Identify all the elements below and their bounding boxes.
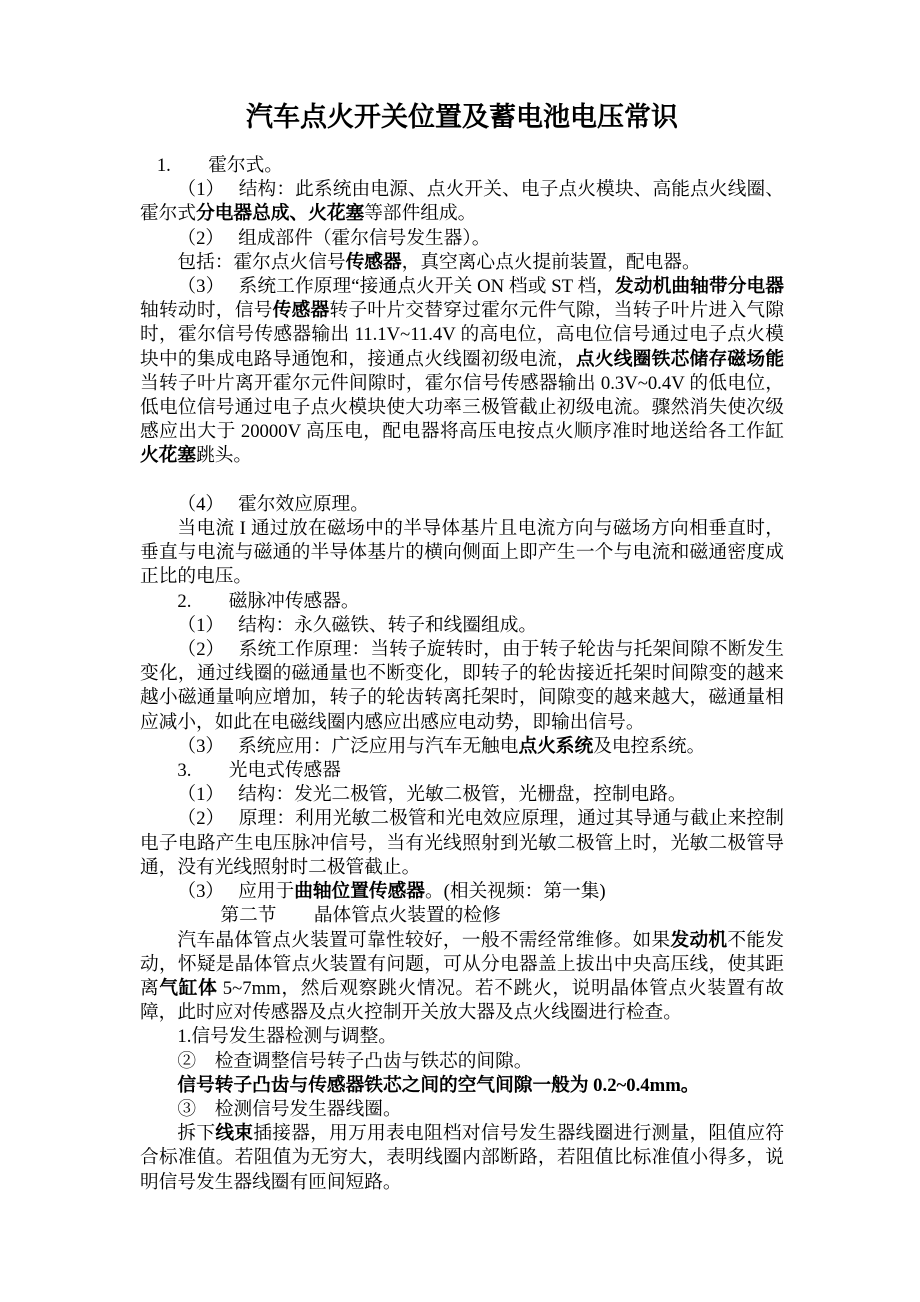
text-run: 及电控系统。 <box>593 735 706 757</box>
text-run: 传感器 <box>272 300 330 322</box>
text-run: （1） 结构：发光二极管，光敏二极管，光栅盘，控制电路。 <box>177 784 687 806</box>
text-run: 包括：霍尔点火信号 <box>177 251 346 273</box>
paragraph <box>140 251 784 275</box>
text-run: 点火系统 <box>518 735 594 757</box>
text-run: ，真空离心点火提前装置，配电器。 <box>401 251 701 273</box>
text-run: 。(相关视频：第一集) <box>425 881 606 903</box>
text-run: 当电流 I 通过放在磁场中的半导体基片且电流方向与磁场方向相垂直时，垂直与电流与磁通的半导体基片的横向侧面上即产生一个与电流和磁通密度成正比的电压。 <box>140 518 784 588</box>
text-run: （1） 结构：永久磁铁、转子和线圈组成。 <box>177 614 538 636</box>
text-run: 5~7mm，然后观察跳火情况。若不跳火，说明晶体管点火装置有故障，此时应对传感器及点火控制开关放大器及点火线圈进行检查。 <box>140 977 784 1024</box>
text-run: ② 检查调整信号转子凸齿与铁芯的间隙。 <box>177 1050 533 1072</box>
text-run: 汽车晶体管点火装置可靠性较好，一般不需经常维修。如果 <box>177 929 671 951</box>
text-run: 转子叶片交替穿过霍尔元件气隙，当转子叶片进入气隙时，霍尔信号传感器输出 11.1V~11.4V 的高电位，高电位信号通过电子点火模块中的集成电路导通饱和，接通点火线圈初级电流， <box>140 300 785 370</box>
text-run: 火花塞 <box>140 445 197 467</box>
text-run: 不能发动，怀疑是晶体管点火装置有问题，可从分电器盖上拔出中央高压线，使其距离 <box>140 929 785 999</box>
text-run: 等部件组成。 <box>364 203 477 225</box>
paragraph <box>140 517 784 590</box>
text-run: ③ 检测信号发生器线圈。 <box>177 1098 402 1120</box>
text-run: 点火线圈铁芯储存磁场能 <box>575 348 785 370</box>
text-run: （3） 应用于 <box>177 881 295 903</box>
text-run: 线束 <box>215 1123 254 1145</box>
text-run: 轴转动时，信号 <box>140 300 273 322</box>
paragraph <box>140 614 784 638</box>
paragraph <box>140 1074 784 1098</box>
paragraph <box>140 1098 784 1122</box>
paragraph <box>140 154 784 178</box>
text-run: （2） 系统工作原理：当转子旋转时，由于转子轮齿与托架间隙不断发生变化，通过线圈的磁通量也不断变化，即转子的轮齿接近托架时间隙变的越来越小磁通量响应增加，转子的轮齿转离托架时，间隙变的越来越大，磁通量相应减小，如此在电磁线圈内感应出感应电动势，即输出信号。 <box>140 639 784 733</box>
text-run: （4） 霍尔效应原理。 <box>177 493 369 515</box>
text-run: （1） 结构：此系统由电源、点火开关、电子点火模块、高能点火线圈、霍尔式 <box>140 179 784 225</box>
paragraph <box>140 178 784 226</box>
paragraph <box>140 759 784 783</box>
text-run: 拆下 <box>177 1123 216 1145</box>
text-run: 3. 光电式传感器 <box>177 760 341 782</box>
text-run: 气缸体 <box>159 977 218 999</box>
text-run: 1. 霍尔式。 <box>156 155 283 176</box>
document-title: 汽车点火开关位置及蓄电池电压常识 <box>246 102 678 132</box>
text-run: 发动机曲轴带分电器 <box>615 276 784 298</box>
text-run: （2） 组成部件（霍尔信号发生器）。 <box>177 227 491 249</box>
text-run: 传感器 <box>345 251 402 273</box>
text-run: （3） 系统工作原理“接通点火开关 ON 档或 ST 档， <box>177 276 616 298</box>
text-run: 插接器，用万用表电阻档对信号发生器线圈进行测量，阻值应符合标准值。若阻值为无穷大，表明线圈内部断路，若阻值比标准值小得多，说明信号发生器线圈有匝间短路。 <box>140 1123 785 1193</box>
text-run: 发动机 <box>670 929 728 951</box>
text-run: 曲轴位置传感器 <box>294 881 425 903</box>
text-run: 信号转子凸齿与传感器铁芯之间的空气间隙一般为 0.2~0.4mm。 <box>177 1074 700 1096</box>
text-run: 2. 磁脉冲传感器。 <box>177 590 360 612</box>
paragraph <box>140 807 784 880</box>
document-body <box>140 154 784 1195</box>
text-run: 第二节 晶体管点火装置的检修 <box>220 905 501 927</box>
paragraph <box>140 929 784 1026</box>
paragraph <box>140 880 784 904</box>
paragraph <box>140 783 784 807</box>
paragraph <box>140 493 784 517</box>
paragraph <box>140 1025 784 1049</box>
paragraph <box>140 735 784 759</box>
paragraph <box>140 1122 784 1195</box>
text-run: 分电器总成、火花塞 <box>196 203 365 225</box>
text-run: 当转子叶片离开霍尔元件间隙时，霍尔信号传感器输出 0.3V~0.4V 的低电位，低电位信号通过电子点火模块使大功率三极管截止初级电流。骤然消失使次级感应出大于 20000V 高压电，配电器将高压电按点火顺序准时地送给各工作缸 <box>140 372 784 443</box>
text-run: 跳头。 <box>196 445 253 467</box>
paragraph <box>140 227 784 251</box>
paragraph <box>140 275 784 469</box>
paragraph <box>140 638 784 735</box>
paragraph <box>140 590 784 614</box>
text-run: 1.信号发生器检测与调整。 <box>177 1026 397 1048</box>
paragraph <box>140 1050 784 1074</box>
text-run: （3） 系统应用：广泛应用与汽车无触电 <box>177 735 519 757</box>
paragraph <box>140 469 784 493</box>
section-heading <box>140 904 784 928</box>
text-run: （2） 原理：利用光敏二极管和光电效应原理，通过其导通与截止来控制电子电路产生电压脉冲信号，当有光线照射到光敏二极管上时，光敏二极管导通，没有光线照射时二极管截止。 <box>140 808 784 878</box>
